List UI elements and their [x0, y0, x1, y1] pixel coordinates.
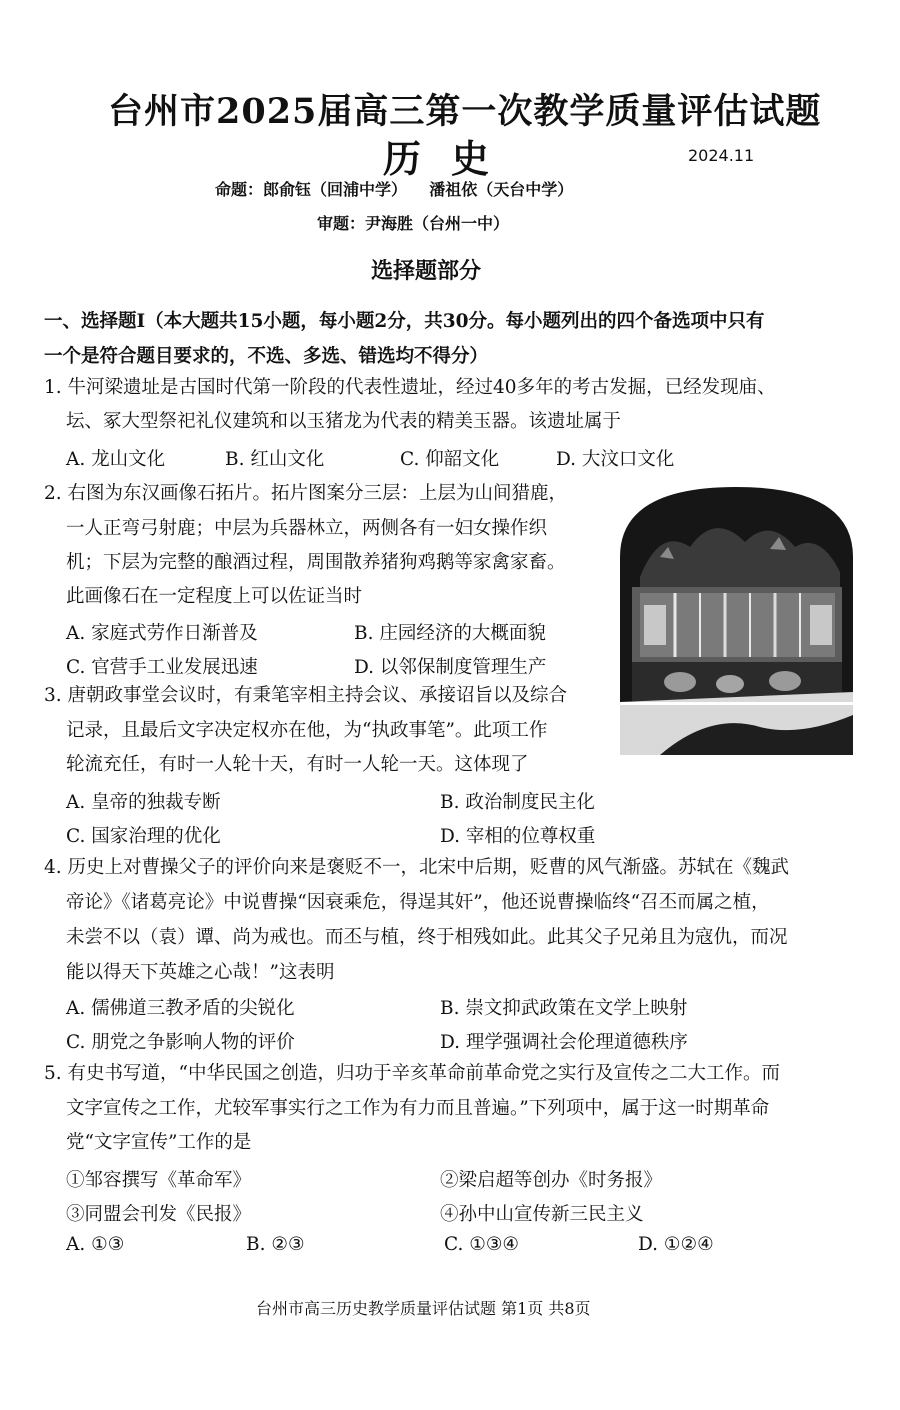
q4-option-c: C. 朋党之争影响人物的评价 [66, 1032, 295, 1053]
q5-item-1: ①邹容撰写《革命军》 [66, 1170, 252, 1191]
page-footer: 台州市高三历史教学质量评估试题 第1页 共8页 [256, 1299, 591, 1318]
subject-title: 历史 [383, 136, 520, 181]
instructions-line-1: 一、选择题Ⅰ（本大题共15小题，每小题2分，共30分。每小题列出的四个备选项中只有 [44, 311, 765, 332]
reviewer-credit: 审题：尹海胜（台州一中） [317, 214, 510, 233]
q2-option-a: A. 家庭式劳作日渐普及 [66, 623, 258, 644]
q5-stem-line-3: 党“文字宣传”工作的是 [66, 1132, 252, 1153]
q1-option-d: D. 大汶口文化 [556, 449, 675, 470]
q2-option-b: B. 庄园经济的大概面貌 [354, 623, 546, 644]
q4-stem-line-4: 能以得天下英雄之心哉！”这表明 [66, 962, 335, 983]
q5-stem-line-2: 文字宣传之工作，尤较军事实行之工作为有力而且普遍。”下列项中，属于这一时期革命 [66, 1098, 770, 1119]
q2-stem-line-3: 机；下层为完整的酿酒过程，周围散养猪狗鸡鹅等家禽家畜。 [66, 552, 566, 573]
q3-option-b: B. 政治制度民主化 [440, 792, 595, 813]
q4-stem-line-3: 未尝不以（袁）谭、尚为戒也。而丕与植，终于相残如此。此其父子兄弟且为寇仇，而况 [66, 927, 788, 948]
q5-option-d: D. ①②④ [638, 1234, 714, 1255]
han-stone-relief-rubbing-image [620, 487, 853, 755]
q4-option-a: A. 儒佛道三教矛盾的尖锐化 [66, 998, 295, 1019]
q2-stem-line-4: 此画像石在一定程度上可以佐证当时 [66, 586, 363, 607]
q3-option-d: D. 宰相的位尊权重 [440, 826, 596, 847]
q1-option-a: A. 龙山文化 [66, 449, 166, 470]
author-credits: 命题：郎俞钰（回浦中学） 潘祖依（天台中学） [215, 180, 574, 199]
q1-stem-line-2: 坛、冢大型祭祀礼仪建筑和以玉猪龙为代表的精美玉器。该遗址属于 [66, 411, 622, 432]
q1-option-c: C. 仰韶文化 [400, 449, 500, 470]
q5-option-a: A. ①③ [66, 1234, 125, 1255]
section-title: 选择题部分 [371, 258, 482, 284]
q3-stem-line-1: 3. 唐朝政事堂会议时，有秉笔宰相主持会议、承接诏旨以及综合 [44, 685, 568, 706]
instructions-line-2: 一个是符合题目要求的，不选、多选、错选均不得分） [44, 346, 489, 367]
q2-stem-line-2: 一人正弯弓射鹿；中层为兵器林立，两侧各有一妇女操作织 [66, 518, 548, 539]
q5-option-b: B. ②③ [246, 1234, 305, 1255]
q5-item-4: ④孙中山宣传新三民主义 [440, 1204, 644, 1225]
q3-option-c: C. 国家治理的优化 [66, 826, 221, 847]
q2-option-d: D. 以邻保制度管理生产 [354, 657, 547, 678]
q3-stem-line-3: 轮流充任，有时一人轮十天，有时一人轮一天。这体现了 [66, 754, 529, 775]
q1-stem-line-1: 1. 牛河梁遗址是古国时代第一阶段的代表性遗址，经过40多年的考古发掘，已经发现庙、 [44, 377, 776, 398]
exam-title: 台州市2025届高三第一次教学质量评估试题 [108, 91, 822, 132]
q3-option-a: A. 皇帝的独裁专断 [66, 792, 221, 813]
q4-option-d: D. 理学强调社会伦理道德秩序 [440, 1032, 688, 1053]
q5-item-3: ③同盟会刊发《民报》 [66, 1204, 252, 1225]
q4-option-b: B. 崇文抑武政策在文学上映射 [440, 998, 688, 1019]
q5-option-c: C. ①③④ [444, 1234, 520, 1255]
q1-option-b: B. 红山文化 [225, 449, 325, 470]
q3-stem-line-2: 记录，且最后文字决定权亦在他，为“执政事笔”。此项工作 [66, 720, 548, 741]
q2-option-c: C. 官营手工业发展迅速 [66, 657, 258, 678]
q5-item-2: ②梁启超等创办《时务报》 [440, 1170, 663, 1191]
exam-date: 2024.11 [688, 146, 755, 165]
q2-stem-line-1: 2. 右图为东汉画像石拓片。拓片图案分三层：上层为山间猎鹿， [44, 483, 568, 504]
q5-stem-line-1: 5. 有史书写道，“中华民国之创造，归功于辛亥革命前革命党之实行及宣传之二大工作。而 [44, 1063, 780, 1084]
q4-stem-line-2: 帝论》《诸葛亮论》中说曹操“因衰乘危，得逞其奸”，他还说曹操临终“召丕而属之植， [66, 892, 770, 913]
q4-stem-line-1: 4. 历史上对曹操父子的评价向来是褒贬不一，北宋中后期，贬曹的风气渐盛。苏轼在《魏武 [44, 857, 790, 878]
